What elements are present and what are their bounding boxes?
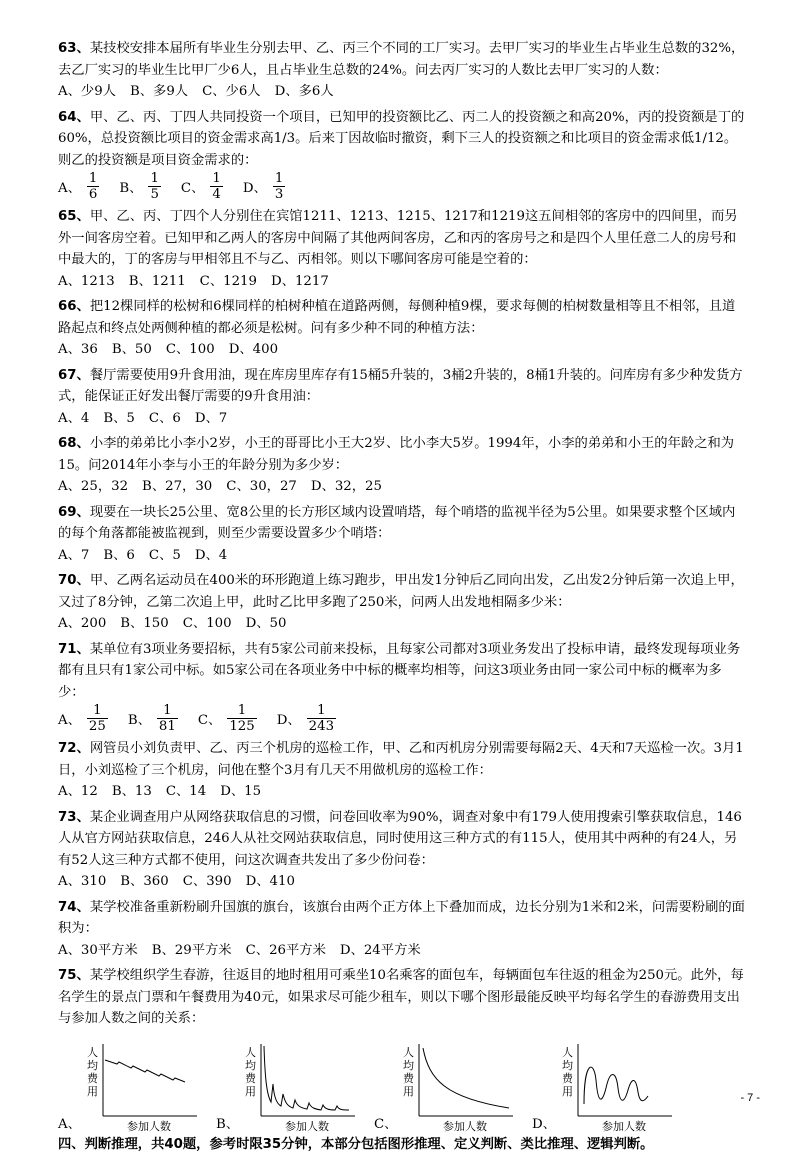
curve-c	[423, 1048, 509, 1108]
option-d: D、32，25	[310, 479, 382, 494]
option-b: B、150	[120, 616, 169, 631]
option-d: D、 $\frac{1}{3}$	[242, 171, 284, 202]
options-73	[58, 871, 748, 893]
option-d: D、多6人	[274, 84, 334, 99]
options-63	[58, 81, 748, 103]
document-page	[58, 38, 748, 1156]
option-a: A、4	[58, 410, 90, 426]
section-heading: 四、判断推理，共40题，参考时限35分钟，本部分包括图形推理、定义判断、类比推理、逻辑判断。	[58, 1136, 654, 1152]
question-75: 75、某学校组织学生春游，往返目的地时租用可乘坐10名乘客的面包车，每辆面包车往返的租金为250元。此外，每名学生的景点门票和午餐费用为40元，如果求尽可能少租车，则以下哪个图形最能反映平均每名学生的春游费用支出与参加人数之间的关系：	[58, 968, 744, 1026]
question-72: 72、网管员小刘负责甲、乙、丙三个机房的巡检工作，甲、乙和丙机房分别需要每隔2天、4天和7天巡检一次。3月1日，小刘巡检了三个机房，问他在整个3月有几天不用做机房的巡检工作：	[58, 741, 744, 778]
option-b: B、29平方米	[151, 942, 232, 958]
option-d: D、410	[245, 874, 295, 889]
page-number: - 7 -	[740, 1092, 760, 1104]
option-a: A、30平方米	[58, 942, 138, 958]
options-74	[58, 940, 748, 962]
options-71	[58, 703, 748, 734]
graph-options-75	[58, 1036, 748, 1132]
option-b: B、50	[111, 342, 152, 357]
option-d: D、 $\frac{1}{243}$	[276, 703, 335, 734]
question-64: 64、甲、乙、丙、丁四人共同投资一个项目，已知甲的投资额比乙、丙二人的投资额之和高20%，丙的投资额是丁的60%，总投资额比项目的资金需求高1/3。后来丁因故临时撤资，剩下三人的投资额之和比项目的资金需求低1/12。则乙的投资额是项目资金需求的：	[58, 109, 745, 168]
x-axis-label: 参加人数	[443, 1119, 488, 1132]
graph-b	[243, 1040, 358, 1132]
question-73: 73、某企业调查用户从网络获取信息的习惯，问卷回收率为90%，调查对象中有179人使用搜索引擎获取信息，146人从官方网站获取信息，246人从社交网站获取信息，同时使用这三种方式的有115人，使用其中两种的有24人，另有52人这三种方式都不使用，问这次调查共发出了多少份问卷：	[58, 809, 742, 868]
fraction: $\frac{1}{5}$	[150, 171, 159, 202]
option-a: A、12	[58, 784, 98, 799]
fraction: $\frac{1}{3}$	[274, 171, 284, 202]
option-c: C、 $\frac{1}{4}$	[180, 171, 221, 202]
option-b: B、6	[103, 547, 135, 563]
graph-option-d: D、 人均费用 参加人数	[532, 1040, 672, 1132]
option-c: C、少6人	[202, 84, 261, 99]
graph-option-b: B、 人均费用 参加人数	[216, 1040, 356, 1132]
fraction: $\frac{1}{243}$	[308, 703, 335, 734]
question-71: 71、某单位有3项业务要招标，共有5家公司前来投标，且每家公司都对3项业务发出了投标申请，最终发现每项业务都有且只有1家公司中标。如5家公司在各项业务中中标的概率均相等，问这3项业务由同一家公司中标的概率为多少：	[58, 641, 741, 700]
y-axis-label: 人均费用	[403, 1045, 415, 1098]
options-66	[58, 339, 748, 361]
question-65: 65、甲、乙、丙、丁四个人分别住在宾馆1211、1213、1215、1217和1219这五间相邻的客房中的四间里，而另外一间客房空着。已知甲和乙两人的客房中间隔了其他两间客房，乙和丙的客房号之和是四个人里任意二人的房号和中最大的，丁的客房与甲相邻且不与乙、丙相邻。则以下哪间客房可能是空着的：	[58, 209, 738, 267]
options-68	[58, 476, 748, 498]
option-d: D、7	[194, 410, 228, 426]
question-67: 67、餐厅需要使用9升食用油，现在库房里库存有15桶5升装的，3桶2升装的，8桶1升装的。问库房有多少种发货方式，能保证正好发出餐厅需要的9升食用油：	[58, 367, 743, 404]
fraction: $\frac{1}{81}$	[158, 703, 176, 734]
option-d: D、1217	[270, 273, 329, 289]
curve-b	[264, 1046, 349, 1110]
option-a: A、 $\frac{1}{6}$	[58, 171, 98, 202]
graph-d	[560, 1040, 675, 1132]
option-d: D、50	[245, 616, 287, 631]
curve-d	[584, 1067, 648, 1104]
option-d: D、15	[220, 784, 262, 799]
fraction: $\frac{1}{125}$	[229, 703, 255, 734]
question-74: 74、某学校准备重新粉刷升国旗的旗台，该旗台由两个正方体上下叠加而成，边长分别为1米和2米，问需要粉刷的面积为：	[58, 899, 745, 936]
question-66: 66、把12棵同样的松树和6棵同样的柏树种植在道路两侧，每侧种植9棵，要求每侧的柏树数量相等且不相邻，且道路起点和终点处两侧种植的都必须是松树。问有多少种不同的种植方法：	[58, 299, 736, 336]
option-d: D、24平方米	[339, 942, 421, 958]
fraction: $\frac{1}{6}$	[88, 171, 98, 202]
option-c: C、 $\frac{1}{125}$	[197, 703, 255, 734]
question-69: 69、现要在一块长25公里、宽8公里的长方形区域内设置哨塔，每个哨塔的监视半径为5公里。如果要求整个区域内的每个角落都能被监视到，则至少需要设置多少个哨塔：	[58, 504, 736, 541]
option-a: A、310	[58, 874, 107, 889]
option-c: C、26平方米	[245, 942, 326, 958]
options-72	[58, 781, 748, 803]
curve-a	[105, 1060, 185, 1082]
y-axis-label: 人均费用	[86, 1045, 98, 1098]
option-c: C、14	[165, 784, 207, 799]
options-64	[58, 171, 748, 202]
option-b: B、5	[103, 410, 135, 426]
options-65	[58, 271, 748, 293]
option-a: A、200	[58, 616, 107, 631]
option-b: B、360	[120, 874, 169, 889]
option-b: B、 $\frac{1}{5}$	[119, 171, 159, 202]
option-a: A、36	[58, 342, 98, 357]
graph-option-c: C、 人均费用 参加人数	[374, 1040, 514, 1132]
option-b: B、27，30	[142, 479, 213, 494]
graph-a	[85, 1040, 200, 1132]
x-axis-label: 参加人数	[126, 1119, 171, 1132]
y-axis-label: 人均费用	[561, 1045, 573, 1098]
fraction: $\frac{1}{25}$	[88, 703, 106, 734]
x-axis-label: 参加人数	[285, 1119, 330, 1132]
option-c: C、5	[148, 547, 181, 563]
option-b: B、13	[111, 784, 152, 799]
option-a: A、少9人	[58, 84, 116, 99]
question-68: 68、小李的弟弟比小李小2岁，小王的哥哥比小王大2岁、比小李大5岁。1994年，小李的弟弟和小王的年龄之和为15。问2014年小李与小王的年龄分别为多少岁：	[58, 436, 735, 473]
option-c: C、30，27	[226, 479, 297, 494]
option-a: A、1213	[58, 273, 115, 289]
option-b: B、 $\frac{1}{81}$	[127, 703, 176, 734]
question-70: 70、甲、乙两名运动员在400米的环形跑道上练习跑步，甲出发1分钟后乙同向出发，乙出发2分钟后第一次追上甲，又过了8分钟，乙第二次追上甲，此时乙比甲多跑了250米，问两人出发地相隔多少米：	[58, 573, 744, 610]
option-c: C、1219	[199, 273, 257, 289]
option-c: C、100	[182, 616, 232, 631]
option-c: C、100	[165, 342, 215, 357]
options-67	[58, 408, 748, 430]
options-69	[58, 545, 748, 567]
option-d: D、400	[228, 342, 279, 357]
option-b: B、1211	[128, 273, 186, 289]
option-b: B、多9人	[129, 84, 189, 99]
graph-option-a: A、 人均费用 参加人数	[58, 1040, 198, 1132]
option-a: A、7	[58, 547, 90, 563]
fraction: $\frac{1}{4}$	[212, 171, 221, 202]
graph-c	[401, 1040, 516, 1132]
option-d: D、4	[194, 547, 228, 563]
question-63: 63、某技校安排本届所有毕业生分别去甲、乙、丙三个不同的工厂实习。去甲厂实习的毕业生占毕业生总数的32%，去乙厂实习的毕业生比甲厂少6人，且占毕业生总数的24%。问去丙厂实习的人数比去甲厂实习的人数：	[58, 41, 745, 78]
x-axis-label: 参加人数	[601, 1119, 646, 1132]
options-70	[58, 613, 748, 635]
option-c: C、390	[182, 874, 232, 889]
y-axis-label: 人均费用	[245, 1045, 257, 1098]
option-a: A、25，32	[58, 479, 129, 494]
option-c: C、6	[148, 410, 181, 426]
option-a: A、 $\frac{1}{25}$	[58, 703, 106, 734]
